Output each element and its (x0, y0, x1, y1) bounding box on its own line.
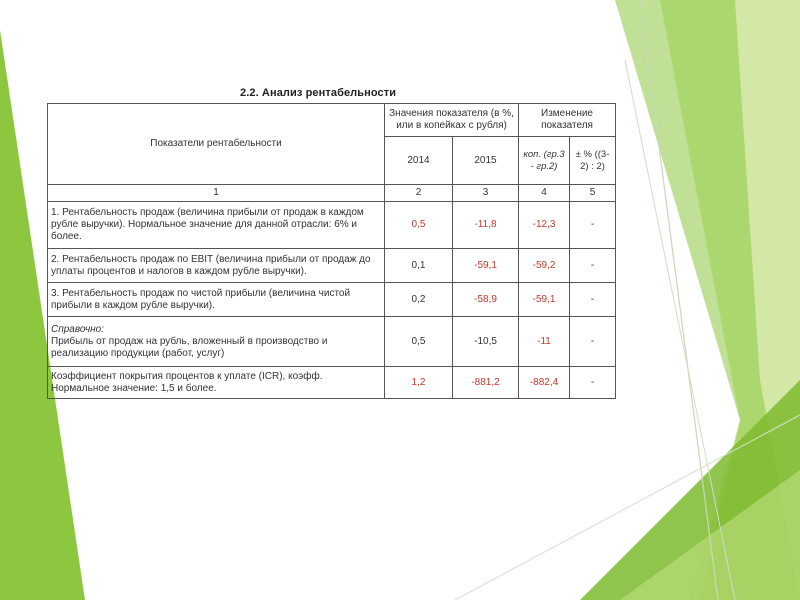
table-row (48, 202, 616, 249)
header-change-abs: коп. (гр.3 - гр.2) (519, 137, 570, 185)
row-label: Коэффициент покрытия процентов к уплате (ICR), коэфф. Нормальное значение: 1,5 и более. (48, 367, 385, 399)
value-2015: -59,1 (453, 249, 519, 283)
value-2015: -11,8 (453, 202, 519, 249)
column-number-row (48, 185, 616, 202)
col-number-3: 3 (453, 185, 519, 202)
header-year-2015: 2015 (453, 137, 519, 185)
change-percent: - (570, 317, 616, 367)
profitability-table (47, 103, 616, 399)
header-values-group: Значения показателя (в %, или в копейках с рубля) (385, 104, 519, 137)
value-2015: -58,9 (453, 283, 519, 317)
value-2014: 0,2 (385, 283, 453, 317)
table-row (48, 249, 616, 283)
header-year-2014: 2014 (385, 137, 453, 185)
change-percent: - (570, 202, 616, 249)
value-2014: 0,5 (385, 317, 453, 367)
reference-note-label: Справочно: (51, 323, 104, 335)
row-label: 1. Рентабельность продаж (величина прибыли от продаж в каждом рубле выручки). Нормальное значение для данной отрасли: 6% и более. (48, 202, 385, 249)
change-value: -59,2 (519, 249, 570, 283)
header-change-pct: ± % ((3-2) : 2) (570, 137, 616, 185)
change-percent: - (570, 367, 616, 399)
change-value: -59,1 (519, 283, 570, 317)
page-title: 2.2. Анализ рентабельности (240, 87, 397, 99)
col-number-5: 5 (570, 185, 616, 202)
col-number-4: 4 (519, 185, 570, 202)
header-change-group: Изменение показателя (519, 104, 616, 137)
value-2015: -881,2 (453, 367, 519, 399)
row-label-cell (48, 317, 385, 367)
table-row (48, 317, 616, 367)
change-percent: - (570, 283, 616, 317)
row-label: 2. Рентабельность продаж по EBIT (величина прибыли от продаж до уплаты процентов и налогов в каждом рубле выручки). (48, 249, 385, 283)
change-percent: - (570, 249, 616, 283)
col-number-1: 1 (48, 185, 385, 202)
change-value: -11 (519, 317, 570, 367)
row-label: Прибыль от продаж на рубль, вложенный в производство и реализацию продукции (работ, услуг) (51, 335, 328, 359)
value-2014: 0,5 (385, 202, 453, 249)
table-row (48, 367, 616, 399)
value-2014: 0,1 (385, 249, 453, 283)
change-value: -12,3 (519, 202, 570, 249)
header-indicator: Показатели рентабельности (48, 104, 385, 185)
table-row (48, 283, 616, 317)
change-value: -882,4 (519, 367, 570, 399)
value-2014: 1,2 (385, 367, 453, 399)
col-number-2: 2 (385, 185, 453, 202)
row-label: 3. Рентабельность продаж по чистой прибыли (величина чистой прибыли в каждом рубле выручки). (48, 283, 385, 317)
value-2015: -10,5 (453, 317, 519, 367)
header-row-1 (48, 104, 616, 137)
